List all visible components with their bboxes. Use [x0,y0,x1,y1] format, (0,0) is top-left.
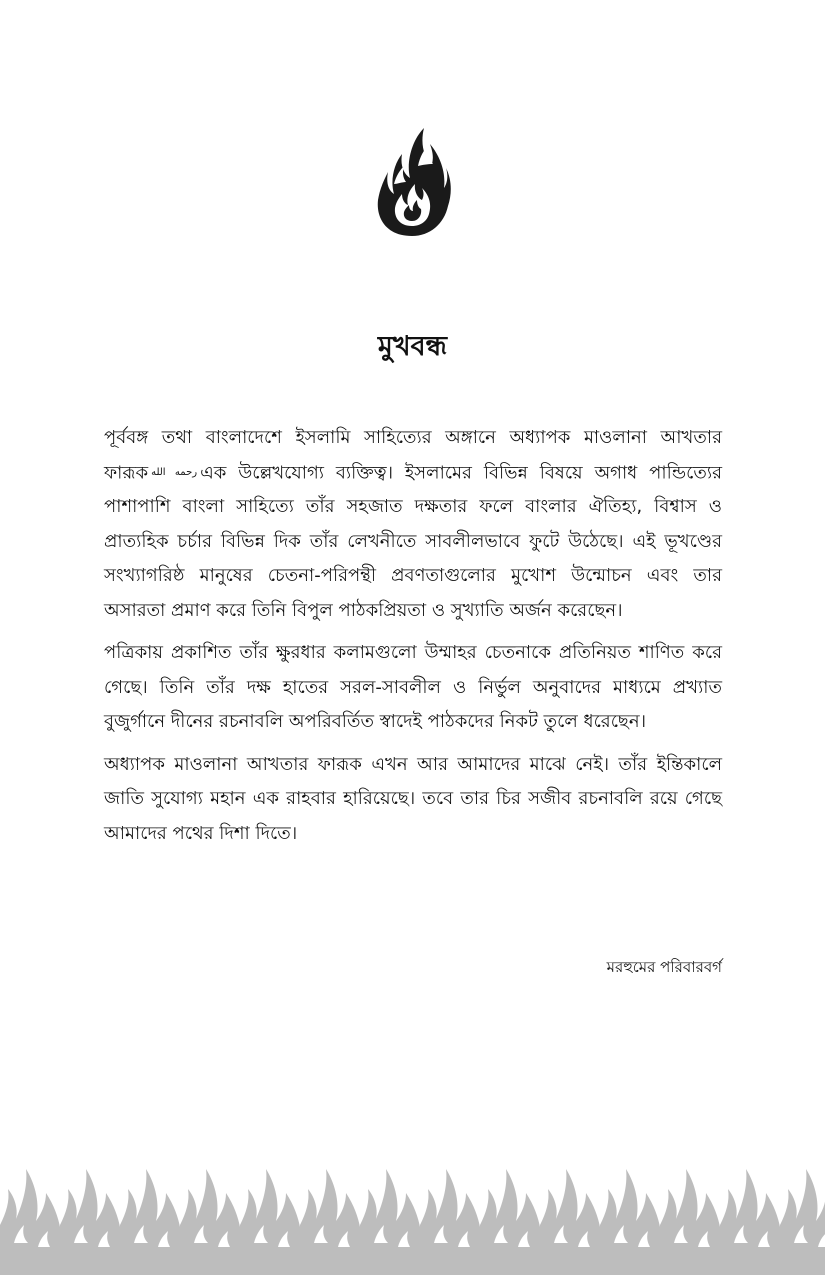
honorific-blessing: رحمه الله [151,466,198,478]
paragraph-1-part-2: এক উল্লেখযোগ্য ব্যক্তিত্ব। ইসলামের বিভিন্ন বিষয়ে অগাধ পান্ডিত্যের পাশাপাশি বাংলা সাহিত্যে তাঁর সহজাত দক্ষতার ফলে বাংলার ঐতিহ্য, বিশ্বাস ও প্রাত্যহিক চর্চার বিভিন্ন দিক তাঁর লেখনীতে সাবলীলভাবে ফুটে উঠেছে। এই ভূখণ্ডের সংখ্যাগরিষ্ঠ মানুষের চেতনা-পরিপন্থী প্রবণতাগুলোর মুখোশ উন্মোচন এবং তার অসারতা প্রমাণ করে তিনি বিপুল পাঠকপ্রিয়তা ও সুখ্যাতি অর্জন করেছেন। [104,461,722,621]
flame-emblem-icon [372,110,452,236]
paragraph-2: পত্রিকায় প্রকাশিত তাঁর ক্ষুরধার কলামগুলো উম্মাহর চেতনাকে প্রতিনিয়ত শাণিত করে গেছে। তিনি তাঁর দক্ষ হাতের সরল-সাবলীল ও নির্ভুল অনুবাদের মাধ্যমে প্রখ্যাত বুজুর্গানে দীনের রচনাবলি অপরিবর্তিত স্বাদেই পাঠকদের নিকট তুলে ধরেছেন। [104,642,722,733]
preface-body [104,421,722,859]
paragraph-3: অধ্যাপক মাওলানা আখতার ফারূক এখন আর আমাদের মাঝে নেই। তাঁর ইন্তিকালে জাতি সুযোগ্য মহান এক রাহবার হারিয়েছে। তবে তার চির সজীব রচনাবলি রয়ে গেছে আমাদের পথের দিশা দিতে। [104,753,722,844]
flame-pattern-icon [0,1155,825,1275]
paragraph-1-part-1: পূর্ববঙ্গ তথা বাংলাদেশে ইসলামি সাহিত্যের অঙ্গানে অধ্যাপক মাওলানা আখতার ফারূক [104,427,722,483]
page-title: মুখবন্ধ [377,331,448,362]
signature: মরহুমের পরিবারবর্গ [606,958,722,976]
paragraph-1 [104,421,722,628]
